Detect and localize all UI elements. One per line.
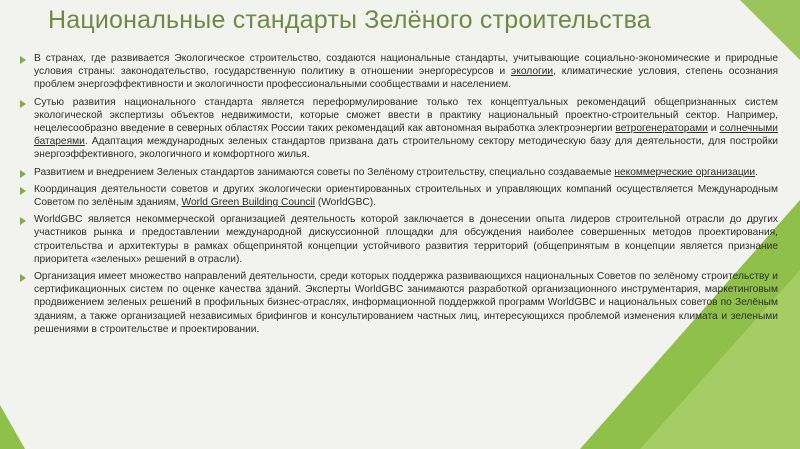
bottom-left-green-wedge (0, 405, 25, 449)
text-run: . (755, 166, 758, 178)
bullet-item (20, 270, 778, 336)
bullet-item (20, 183, 778, 209)
text-run: Организация имеет множество направлений деятельности, среди которых поддержка развивающихся национальных Советов по зелёному строительству и сертификационных систем по оценке качества зданий. Эксперты WorldGBC занимаются разработкой организационного инструментария, маркетинговым продвижением зеленых решений в профильных бизнес-отраслях, информационной поддержкой программ WorldGBC и национальных советов по Зелёным зданиям, а также организацией независимых брифингов и консультированием частных лиц, интересующихся проблемой изменения климата и зелеными решениями в строительстве и проектировании. (34, 271, 778, 335)
bullet-arrow-icon (20, 217, 26, 225)
slide-title: Национальные стандарты Зелёного строительства (48, 6, 651, 34)
inline-link[interactable]: экологии (511, 66, 554, 78)
bullet-text (34, 270, 778, 336)
inline-link[interactable]: World Green Building Council (181, 197, 315, 209)
text-run: (WorldGBC). (315, 197, 376, 209)
bullet-arrow-icon (20, 56, 26, 64)
text-run: и (707, 123, 720, 135)
bullet-item (20, 96, 778, 162)
inline-link[interactable]: некоммерческие организации (614, 166, 756, 178)
text-run: Координация деятельности советов и других экологически ориентированных строительных и управляющих компаний осуществляется Международным Советом по зелёным зданиям, (34, 183, 778, 209)
text-run: В странах, где развивается Экологическое строительство, создаются национальные стандарты, учитывающие социально-экономические и природные условия страны: законодательство, государственную политику в отношении энергоресурсов и (34, 53, 778, 78)
bullet-arrow-icon (20, 187, 26, 195)
bullet-text (34, 183, 778, 209)
bullet-item (20, 52, 778, 92)
inline-link[interactable]: ветрогенераторами (615, 123, 708, 135)
bullet-list (20, 52, 778, 340)
bullet-text (34, 52, 778, 92)
bullet-text (34, 96, 778, 162)
bullet-arrow-icon (20, 170, 26, 178)
inline-link[interactable]: солнечными батареями (34, 123, 778, 148)
text-run: Развитием и внедрением Зеленых стандартов занимаются советы по Зелёному строительству, специально создаваемые (34, 166, 615, 178)
bullet-item (20, 213, 778, 266)
bullet-text (34, 166, 778, 179)
text-run: . Адаптация международных зеленых стандартов призвана дать строительному сектору методическую базу для деятельности, для постройки энергоэффективного, экологичного и комфортного жилья. (34, 136, 778, 161)
text-run: WorldGBC является некоммерческой организацией деятельность которой заключается в донесении опыта лидеров строительной отрасли до других участников рынка и предоставлении международной дискуссионной площадки для обсуждения наиболее совершенных методов проектирования, строительства и архитектуры в рамках общепринятой концепции устойчивого развития территорий (общепринятым в концепции является признание приоритета «зеленых» решений в отрасли). (34, 214, 778, 265)
text-run: , климатические условия, степень осознания проблем энергоэффективности и экологичности профессиональными сообществами и населением. (34, 66, 779, 91)
bullet-item (20, 166, 778, 179)
bullet-text (34, 213, 778, 266)
bullet-arrow-icon (20, 274, 26, 282)
text-run: Сутью развития национального стандарта является переформулирование только тех концептуальных рекомендаций общепризнанных систем экологической экспертизы объектов недвижимости, которые сможет ввести в практику национальный проектно-строительный сектор. Например, нецелесообразно введение в северных областях России таких рекомендаций как автономная выработка электроэнергии (34, 96, 778, 135)
bullet-arrow-icon (20, 100, 26, 108)
